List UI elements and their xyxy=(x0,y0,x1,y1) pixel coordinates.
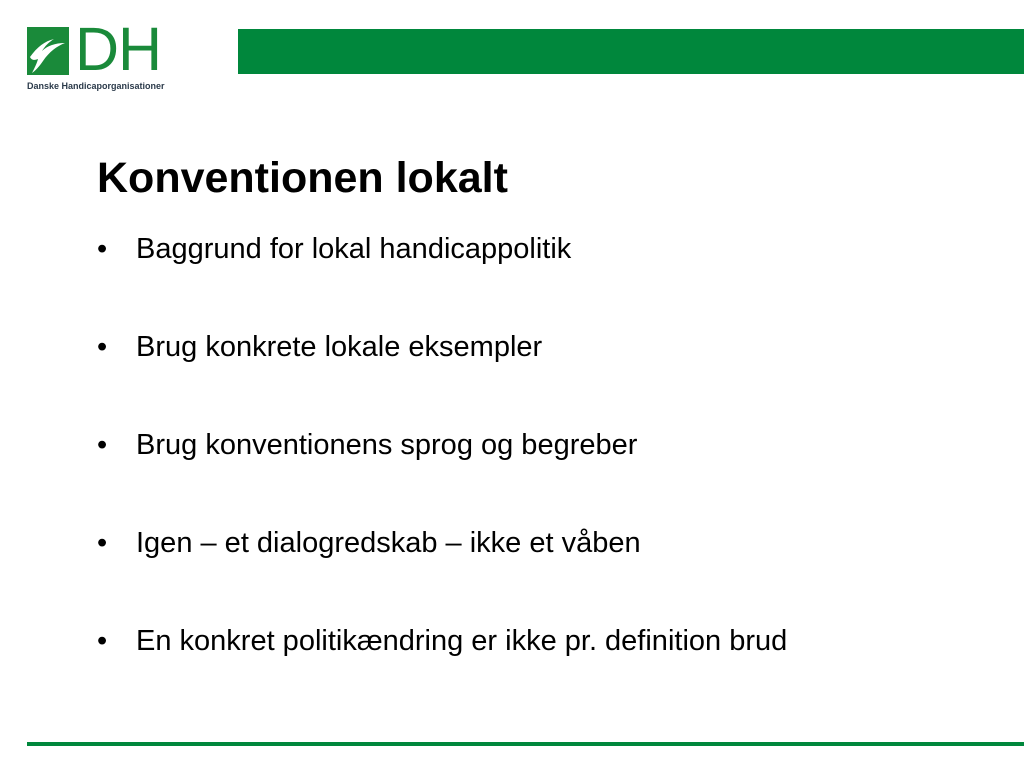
bullet-marker: • xyxy=(97,331,108,363)
header-band xyxy=(238,29,1024,74)
bullet-item xyxy=(97,522,997,620)
bullet-item xyxy=(97,424,997,522)
logo-letters: DH xyxy=(75,15,162,83)
bullet-text: Igen – et dialogredskab – ikke et våben xyxy=(136,527,641,559)
bullet-marker: • xyxy=(97,625,108,657)
bullet-item xyxy=(97,326,997,424)
logo-caption: Danske Handicaporganisationer xyxy=(27,81,165,91)
bullet-item xyxy=(97,228,997,326)
bird-icon xyxy=(27,27,69,75)
dh-logo xyxy=(27,15,177,97)
bullet-marker: • xyxy=(97,429,108,461)
bullet-list xyxy=(97,228,997,718)
bullet-text: En konkret politikændring er ikke pr. definition brud xyxy=(136,625,788,657)
bullet-text: Brug konventionens sprog og begreber xyxy=(136,429,638,461)
bullet-item xyxy=(97,620,997,718)
footer-rule xyxy=(27,742,1024,746)
slide-title: Konventionen lokalt xyxy=(97,154,508,202)
bullet-text: Brug konkrete lokale eksempler xyxy=(136,331,543,363)
bullet-text: Baggrund for lokal handicappolitik xyxy=(136,233,572,265)
bullet-marker: • xyxy=(97,527,108,559)
bullet-marker: • xyxy=(97,233,108,265)
